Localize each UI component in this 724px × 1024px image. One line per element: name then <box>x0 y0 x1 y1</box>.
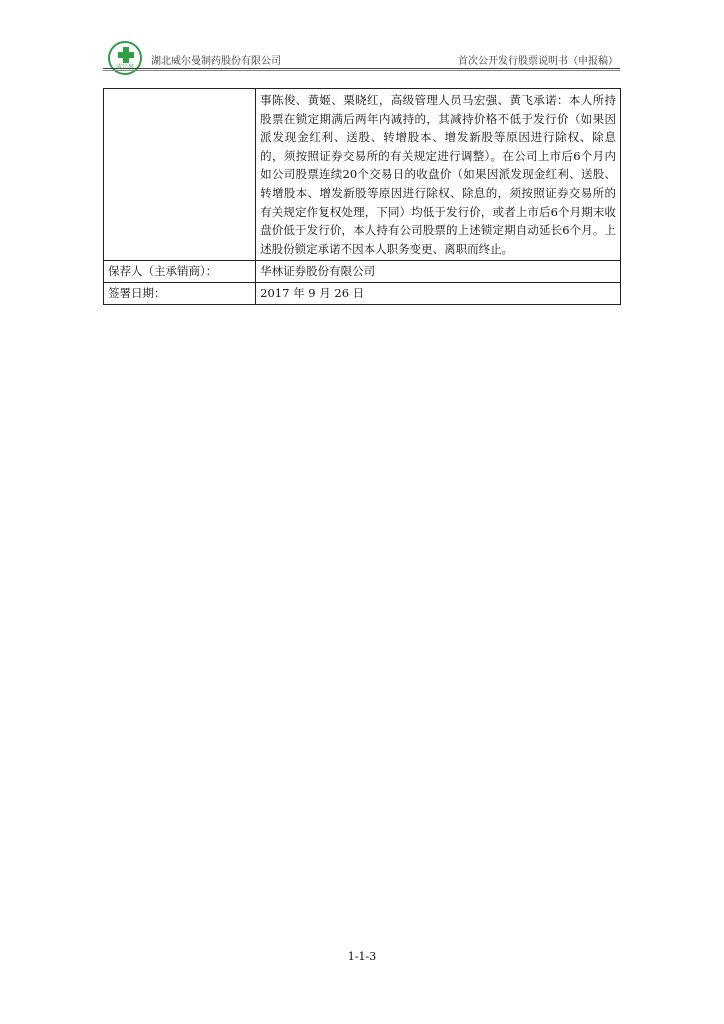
page-header <box>103 40 620 72</box>
logo-cross-bar <box>118 52 134 58</box>
table-row <box>104 261 621 283</box>
lockup-commitment-text: 事陈俊、黄姬、栗晓红，高级管理人员马宏强、黄飞承诺：本人所持股票在锁定期满后两年内减持的，其减持价格不低于发行价（如果因派发现金红利、送股、转增股本、增发新股等原因进行除权、除息的，须按照证券交易所的有关规定进行调整）。在公司上市后6个月内如公司股票连续20个交易日的收盘价（如果因派发现金红利、送股、转增股本、增发新股等原因进行除权、除息的，须按照证券交易所的有关规定作复权处理，下同）均低于发行价，或者上市后6个月期末收盘价低于发行价，本人持有公司股票的上述锁定期自动延长6个月。上述股份锁定承诺不因本人职务变更、离职而终止。 <box>256 89 621 261</box>
header-rule-thin <box>103 70 620 71</box>
header-rule <box>103 68 620 69</box>
signing-date-label: 签署日期： <box>104 282 256 304</box>
document-title: 首次公开发行股票说明书（申报稿） <box>458 56 618 67</box>
sponsor-value: 华林证券股份有限公司 <box>256 261 621 283</box>
empty-label-cell <box>104 89 256 261</box>
table-row <box>104 282 621 304</box>
company-name: 湖北威尔曼制药股份有限公司 <box>151 56 281 67</box>
prospectus-info-table <box>103 88 621 305</box>
sponsor-label: 保荐人（主承销商）： <box>104 261 256 283</box>
page-number: 1-1-3 <box>347 950 377 963</box>
table-row <box>104 89 621 261</box>
signing-date-value: 2017 年 9 月 26 日 <box>256 282 621 304</box>
